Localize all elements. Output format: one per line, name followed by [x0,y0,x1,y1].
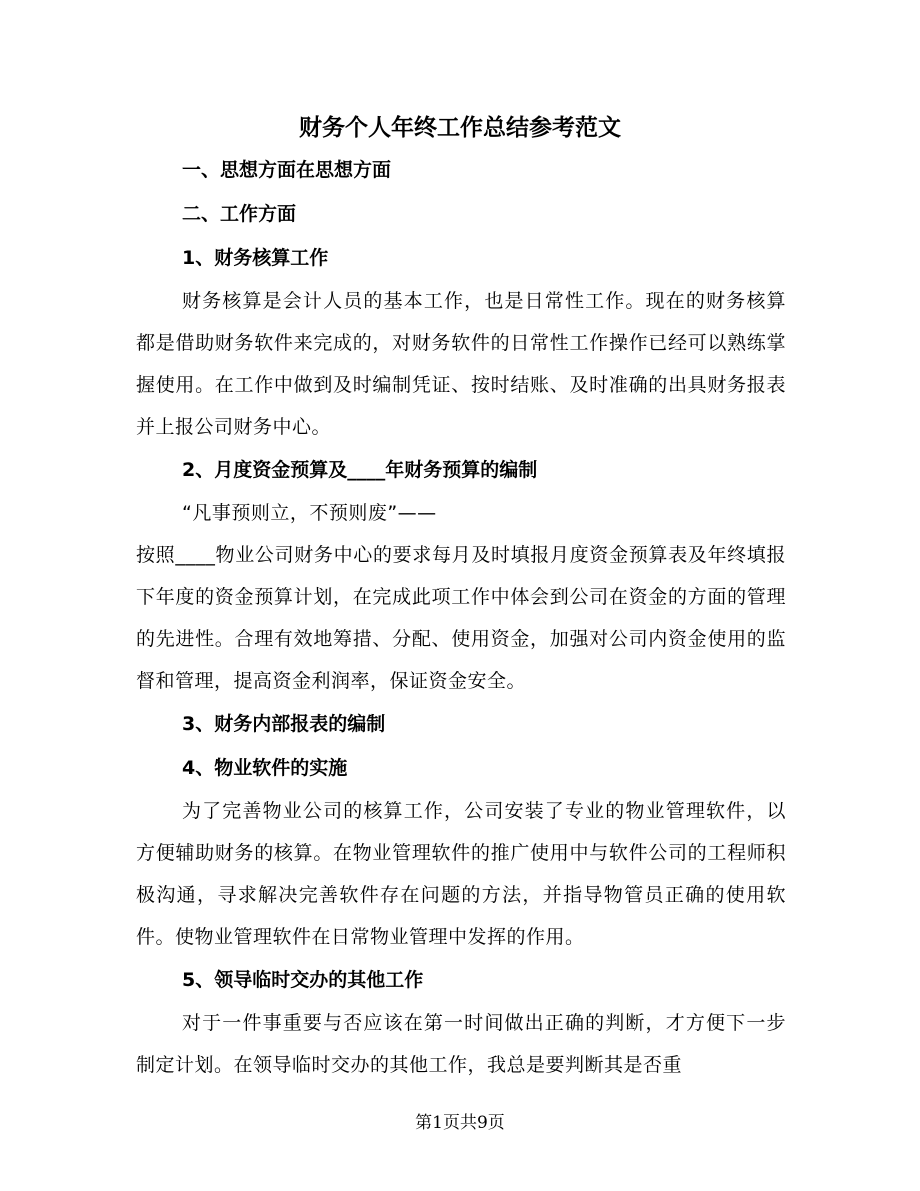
section-heading-thought: 一、思想方面在思想方面 [182,159,392,181]
budget-quote: “凡事预则立，不预则废”—— [182,502,437,524]
page-number-footer: 第1页共9页 [415,1113,505,1133]
subsection-heading-other-tasks: 5、领导临时交办的其他工作 [182,969,424,991]
subsection-heading-accounting: 1、财务核算工作 [182,247,329,269]
paragraph-accounting: 财务核算是会计人员的基本工作，也是日常性工作。现在的财务核算都是借助财务软件来完成的，对财务软件的日常性工作操作已经可以熟练掌握使用。在工作中做到及时编制凭证、按时结账、及时准确的出具财务报表并上报公司财务中心。 [136,290,786,438]
section-heading-work: 二、工作方面 [182,203,297,225]
paragraph-other-tasks: 对于一件事重要与否应该在第一时间做出正确的判断，才方便下一步制定计划。在领导临时交办的其他工作，我总是要判断其是否重 [136,1012,786,1076]
document-body [136,148,786,1086]
paragraph-software: 为了完善物业公司的核算工作，公司安装了专业的物业管理软件，以方便辅助财务的核算。在物业管理软件的推广使用中与软件公司的工程师积极沟通，寻求解决完善软件存在问题的方法，并指导物管员正确的使用软件。使物业管理软件在日常物业管理中发挥的作用。 [136,800,786,948]
subsection-heading-internal-reports: 3、财务内部报表的编制 [182,713,386,735]
subsection-heading-software: 4、物业软件的实施 [182,757,348,779]
document-title: 财务个人年终工作总结参考范文 [299,115,621,141]
subsection-heading-budget: 2、月度资金预算及____年财务预算的编制 [182,459,538,481]
paragraph-budget: 按照____物业公司财务中心的要求每月及时填报月度资金预算表及年终填报下年度的资金预算计划，在完成此项工作中体会到公司在资金的方面的管理的先进性。合理有效地筹措、分配、使用资金，加强对公司内资金使用的监督和管理，提高资金利润率，保证资金安全。 [136,544,786,692]
